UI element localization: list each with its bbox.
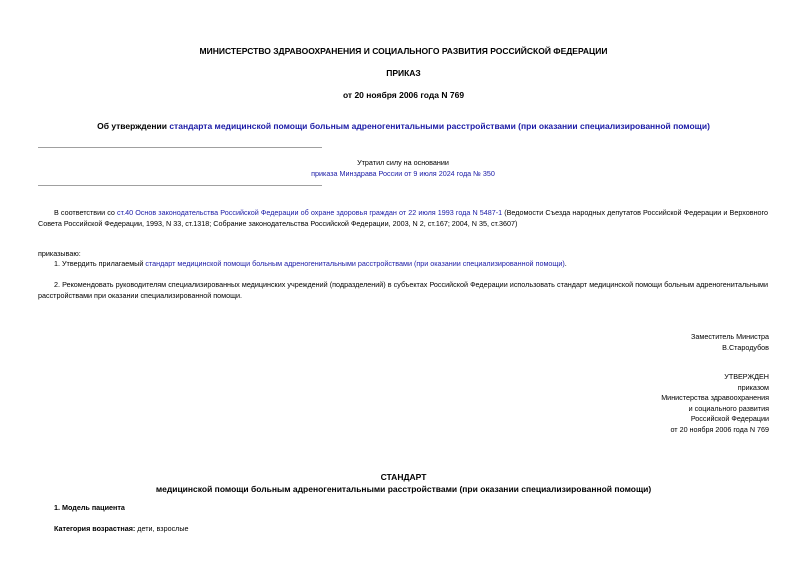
attached-standard-link[interactable]: стандарт медицинской помощи больным адреногенитальными расстройствами (при оказании специализированной помощи) <box>145 259 565 268</box>
repeal-order-link[interactable]: приказа Минздрава России от 9 июля 2024 года № 350 <box>311 169 495 178</box>
signature-position: Заместитель Министра <box>691 332 769 341</box>
doc-date-number: от 20 ноября 2006 года N 769 <box>342 90 465 100</box>
doc-type-heading: ПРИКАЗ <box>386 68 421 78</box>
approval-block <box>661 372 769 435</box>
notice-rule-top <box>38 147 322 148</box>
approval-line: и социального развития <box>688 403 769 413</box>
order-item-2: 2. Рекомендовать руководителям специализированных медицинских учреждений (подразделений) в субъектах Российской Федерации использовать стандарт медицинской помощи больным адреногенитальными расстройствами при оказании специализированной помощи. <box>38 280 768 300</box>
preamble-prefix: В соответствии со <box>54 208 118 217</box>
standard-subtitle: медицинской помощи больным адреногенитальными расстройствами (при оказании специализированной помощи) <box>155 484 652 494</box>
section-patient-model: 1. Модель пациента <box>54 503 125 512</box>
notice-line: Утратил силу на основании <box>357 158 449 167</box>
order-item-1-suffix: . <box>564 259 567 268</box>
order-item-1-prefix: 1. Утвердить прилагаемый <box>54 259 146 268</box>
approval-line: Министерства здравоохранения <box>661 393 769 402</box>
signature-name: В.Стародубов <box>722 342 769 352</box>
preamble-suffix: (Ведомости Съезда народных депутатов Российской Федерации и Верховного Совета Российской Федерации, 1993, N 33, ст.1318; Собрание законодательства Российской Федерации, 2003, N 2, ст.167; 2004, N 35, ст.3607) <box>38 208 768 228</box>
approval-line: от 20 ноября 2006 года N 769 <box>670 424 769 434</box>
signature-block <box>691 332 769 353</box>
age-category <box>54 524 189 533</box>
notice-link-line <box>38 169 768 179</box>
approval-line: приказом <box>737 382 769 392</box>
order-item-1 <box>38 259 768 270</box>
age-category-label: Категория возрастная: <box>54 524 136 533</box>
age-category-value: дети, взрослые <box>135 524 189 533</box>
preamble-paragraph <box>38 208 768 229</box>
approval-line: УТВЕРЖДЕН <box>724 372 769 381</box>
order-intro: приказываю: <box>38 249 81 258</box>
law-article-link[interactable]: ст.40 Основ законодательства Российской Федерации об охране здоровья граждан от 22 июля 1993 года N 5487-1 <box>117 208 503 217</box>
ministry-heading: МИНИСТЕРСТВО ЗДРАВООХРАНЕНИЯ И СОЦИАЛЬНОГО РАЗВИТИЯ РОССИЙСКОЙ ФЕДЕРАЦИИ <box>199 46 608 56</box>
approval-line: Российской Федерации <box>690 414 769 423</box>
standard-title: СТАНДАРТ <box>380 472 427 482</box>
doc-title <box>0 121 807 131</box>
notice-rule-bottom <box>38 185 322 186</box>
standard-link[interactable]: стандарта медицинской помощи больным адреногенитальными расстройствами (при оказании специализированной помощи) <box>169 121 710 131</box>
doc-title-prefix: Об утверждении <box>97 121 170 131</box>
